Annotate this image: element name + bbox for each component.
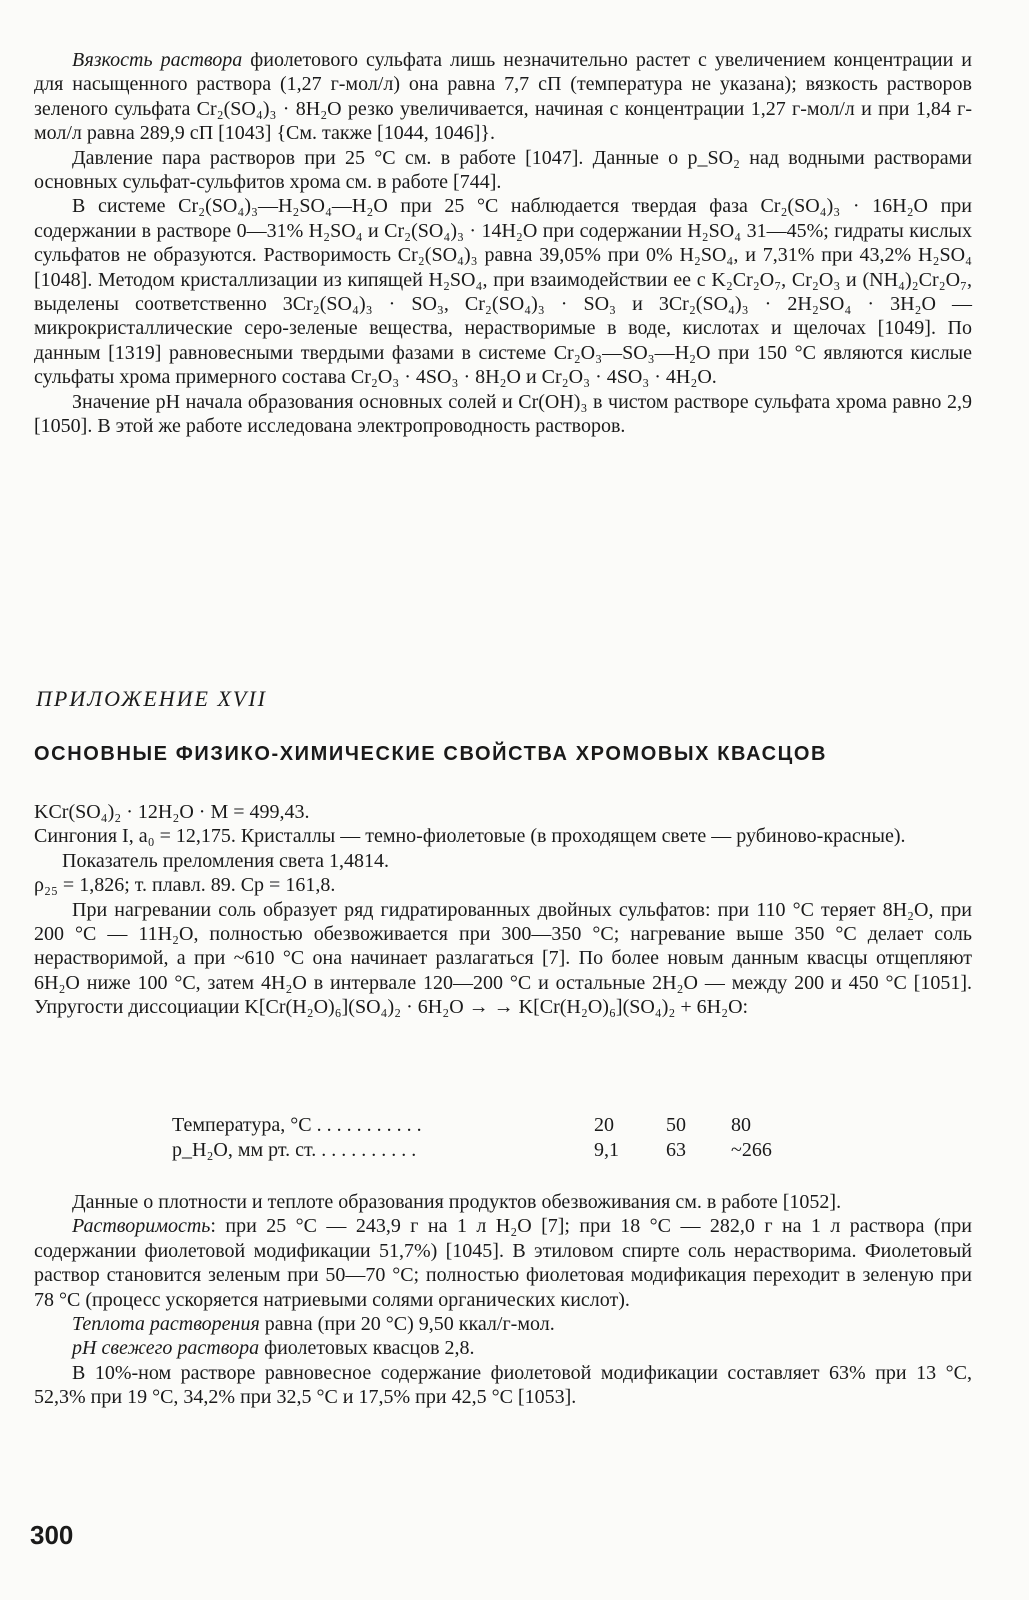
emphasis-fresh-ph: pH свежего раствора (72, 1337, 260, 1360)
density-line: ρ₂₅ = 1,826; т. плавл. 89. Cp = 161,8. (34, 874, 336, 897)
paragraph-viscosity (34, 48, 972, 146)
table-cell: 50 (666, 1114, 686, 1136)
section-title: ОСНОВНЫЕ ФИЗИКО-ХИМИЧЕСКИЕ СВОЙСТВА ХРОМОВЫХ КВАСЦОВ (34, 743, 828, 765)
paragraph-vapor-pressure: Давление пара растворов при 25 °С см. в работе [1047]. Данные о p_SO₂ над водными растворами основных сульфат-сульфитов хрома см. в работе [744]. (34, 146, 972, 194)
paragraph-equilibrium: В 10%-ном растворе равновесное содержание фиолетовой модификации составляет 63% при 13 °С, 52,3% при 19 °С, 34,2% при 32,5 °С и 17,5% при 42,5 °С [1053]. (34, 1361, 972, 1409)
top-section (34, 48, 972, 439)
paragraph-heat-text: равна (при 20 °С) 9,50 ккал/г-мол. (259, 1313, 555, 1336)
paragraph-fresh-ph-text: фиолетовых квасцов 2,8. (259, 1337, 475, 1360)
table-row (172, 1139, 801, 1164)
syngony-line: Сингония I, a₀ = 12,175. Кристаллы — темно-фиолетовые (в проходящем свете — рубиново-красные). Показатель преломления света 1,4814. (34, 825, 906, 872)
table-row-label: Температура, °С . . . . . . . . . . . (172, 1114, 422, 1136)
table-row-label: p_H₂O, мм рт. ст. . . . . . . . . . . (172, 1139, 417, 1161)
paragraph-heat (34, 1312, 972, 1336)
table-cell: ~266 (731, 1139, 772, 1161)
emphasis-heat: Теплота растворения (72, 1313, 260, 1336)
table-cell: 80 (731, 1114, 751, 1136)
paragraph-viscosity-text: фиолетового сульфата лишь незначительно растет с увеличением концентрации и для насыщенного раствора (1,27 г-мол/л) она равна 7,7 сП (температура не указана); вязкость растворов зеленого сульфата Cr₂(SO₄)₃ · 8H₂O резко увеличивается, начиная с концентрации 1,27 г-мол/л и при 1,84 г-мол/л равна 289,9 сП [1043] {См. также [1044, 1046]}. (34, 49, 972, 145)
emphasis-solubility: Растворимость (72, 1215, 211, 1238)
properties-section (34, 800, 972, 1020)
paragraph-heating: При нагревании соль образует ряд гидратированных двойных сульфатов: при 110 °С теряет 8H₂O, при 200 °С — 11H₂O, полностью обезвоживается при 300—350 °С; нагревание выше 350 °С делает соль нерастворимой, а при ~610 °С она начинает разлагаться [7]. По более новым данным квасцы отщепляют 6H₂O ниже 100 °С, затем 4H₂O в интервале 120—200 °С и остальные 2H₂O — между 200 и 450 °С [1051]. Упругости диссоциации K[Cr(H₂O)₆](SO₄)₂ · 6H₂O → → K[Cr(H₂O)₆](SO₄)₂ + 6H₂O: (34, 898, 972, 1019)
paragraph-fresh-ph (34, 1336, 972, 1360)
paragraph-system: В системе Cr₂(SO₄)₃—H₂SO₄—H₂O при 25 °С наблюдается твердая фаза Cr₂(SO₄)₃ · 16H₂O при содержании в растворе 0—31% H₂SO₄ и Cr₂(SO₄)₃ · 14H₂O при содержании H₂SO₄ 31—45%; гидраты кислых сульфатов не образуются. Растворимость Cr₂(SO₄)₃ равна 39,05% при 0% H₂SO₄, и 7,31% при 43,2% H₂SO₄ [1048]. Методом кристаллизации из кипящей H₂SO₄, при взаимодействии ее с K₂Cr₂O₇, Cr₂O₃ и (NH₄)₂Cr₂O₇, выделены соответственно 3Cr₂(SO₄)₃ · SO₃, Cr₂(SO₄)₃ · SO₃ и 3Cr₂(SO₄)₃ · 2H₂SO₄ · 3H₂O — микрокристаллические серо-зеленые вещества, нерастворимые в воде, кислотах и щелочах [1049]. По данным [1319] равновесными твердыми фазами в системе Cr₂O₃—SO₃—H₂O при 150 °С являются кислые сульфаты хрома примерного состава Cr₂O₃ · 4SO₃ · 8H₂O и Cr₂O₃ · 4SO₃ · 4H₂O. (34, 195, 972, 389)
dissociation-table (172, 1114, 801, 1164)
appendix-label: ПРИЛОЖЕНИЕ XVII (36, 686, 267, 711)
emphasis-viscosity: Вязкость раствора (72, 49, 243, 71)
table-cell: 9,1 (594, 1139, 619, 1161)
table-row (172, 1114, 801, 1139)
paragraph-density-data: Данные о плотности и теплоте образования продуктов обезвоживания см. в работе [1052]. (72, 1191, 842, 1213)
paragraph-solubility-text: : при 25 °С — 243,9 г на 1 л H₂O [7]; при 18 °С — 282,0 г на 1 л раствора (при содержании фиолетовой модификации 51,7%) [1045]. В этиловом спирте соль нерастворима. Фиолетовый раствор становится зеленым при 50—70 °С; полностью фиолетовая модификация переходит в зеленую при 78 °С (процесс ускоряется натриевыми солями органических кислот). (34, 1215, 972, 1311)
paragraph-solubility (34, 1214, 972, 1312)
table-cell: 63 (666, 1139, 686, 1161)
paragraph-ph: Значение pH начала образования основных солей и Cr(OH)₃ в чистом растворе сульфата хрома равно 2,9 [1050]. В этой же работе исследована электропроводность растворов. (34, 390, 972, 438)
bottom-section (34, 1190, 972, 1410)
page-number: 300 (30, 1520, 74, 1550)
table-cell: 20 (594, 1114, 614, 1136)
formula-line: KCr(SO₄)₂ · 12H₂O · M = 499,43. (34, 801, 310, 823)
